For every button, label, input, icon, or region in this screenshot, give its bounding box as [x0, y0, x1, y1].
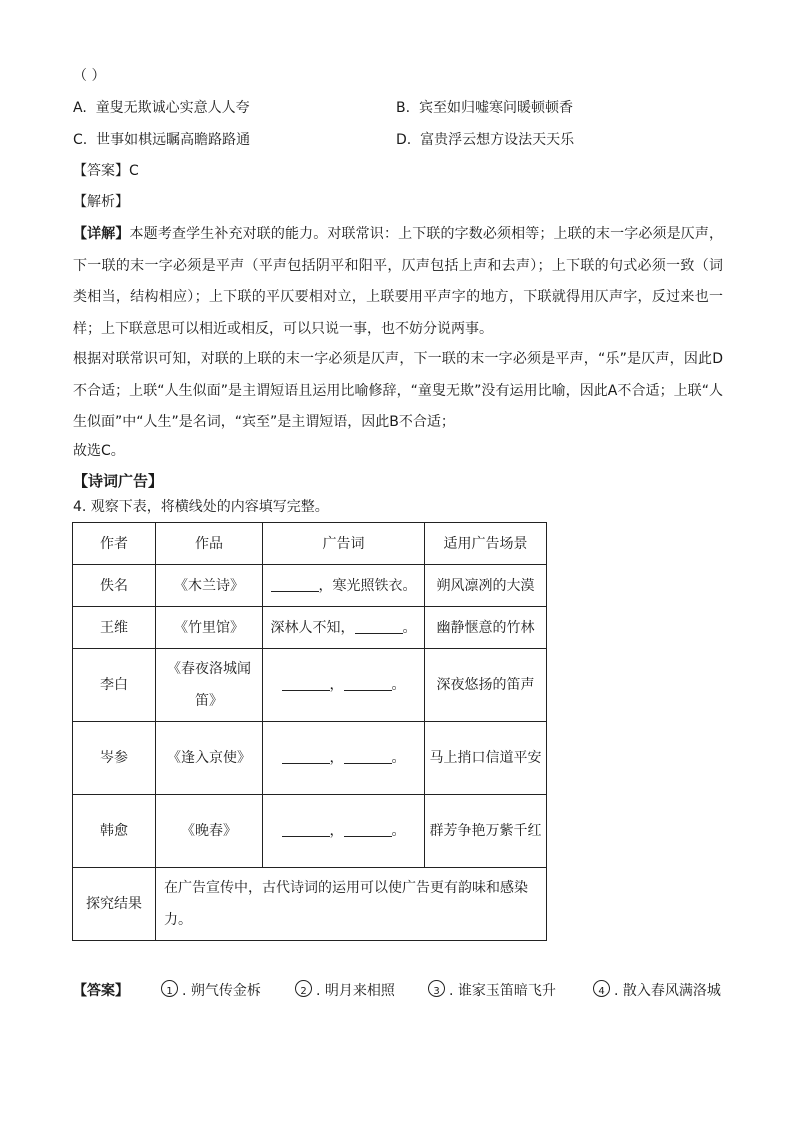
question-4: 4. 观察下表，将横线处的内容填写完整。 — [73, 499, 329, 515]
fill-blank[interactable] — [344, 822, 392, 837]
cell-work: 《晚春》 — [156, 795, 263, 868]
cell-work: 《春夜洛城闻笛》 — [156, 649, 263, 722]
answer-item-1: 1 . 朔气传金柝 — [161, 980, 261, 1002]
table-row — [73, 649, 547, 722]
cell-author: 岑参 — [73, 722, 156, 795]
detail-text-1: 本题考查学生补充对联的能力。对联常识：上下联的字数必须相等；上联的末一字必须是仄声，下一联的末一字必须是平声（平声包括阴平和阳平，仄声包括上声和去声）；上下联的句式必须一致（词类相当，结构相应）；上下联的平仄要相对立，上联要用平声字的地方，下联就得用仄声字，反过来也一样；上下联意思可以相近或相反，可以只说一事，也不妨分说两事。 — [73, 226, 724, 337]
option-letter: D. — [396, 132, 412, 148]
option-letter: B. — [396, 100, 411, 116]
detail-paragraph-1 — [73, 219, 723, 345]
option-text: 富贵浮云想方设法天天乐 — [420, 132, 575, 148]
table-row — [73, 607, 547, 649]
option-letter: C. — [73, 132, 88, 148]
table-header-row — [73, 523, 547, 565]
section-title: 【诗词广告】 — [73, 472, 164, 490]
answer-item-3: 3 . 谁家玉笛暗飞升 — [428, 980, 556, 1002]
cell-work: 《木兰诗》 — [156, 565, 263, 607]
fill-blank[interactable] — [282, 822, 330, 837]
answer-value: C — [129, 163, 139, 179]
circled-number: 1 — [161, 980, 178, 997]
option-c[interactable] — [73, 130, 250, 150]
fill-blank[interactable] — [282, 676, 330, 691]
cell-scene: 朔风凛冽的大漠 — [425, 565, 547, 607]
header-scene: 适用广告场景 — [425, 523, 547, 565]
cell-work: 《竹里馆》 — [156, 607, 263, 649]
cell-ad: 深林人不知， 。 — [263, 607, 425, 649]
fill-blank[interactable] — [282, 749, 330, 764]
detail-conclusion: 故选C。 — [73, 443, 125, 459]
circled-number: 4 — [593, 980, 610, 997]
fill-blank[interactable] — [344, 676, 392, 691]
cell-scene: 群芳争艳万紫千红 — [425, 795, 547, 868]
option-letter: A. — [73, 100, 87, 116]
circled-number: 3 — [428, 980, 445, 997]
cell-author: 王维 — [73, 607, 156, 649]
cell-scene: 幽静惬意的竹林 — [425, 607, 547, 649]
fill-blank[interactable] — [271, 577, 319, 592]
table-row — [73, 722, 547, 795]
cell-author: 韩愈 — [73, 795, 156, 868]
option-text: 世事如棋远瞩高瞻路路通 — [96, 132, 251, 148]
fill-blank[interactable] — [344, 749, 392, 764]
cell-ad: ， 。 — [263, 795, 425, 868]
header-ad: 广告词 — [263, 523, 425, 565]
poem-table — [72, 522, 547, 941]
option-text: 宾至如归嘘寒问暖顿顿香 — [418, 100, 573, 116]
table-row — [73, 795, 547, 868]
circled-number: 2 — [295, 980, 312, 997]
cell-scene: 深夜悠扬的笛声 — [425, 649, 547, 722]
question-parentheses: （ ） — [73, 68, 106, 84]
answer-line — [73, 161, 139, 181]
answer-item-2: 2 . 明月来相照 — [295, 980, 395, 1002]
cell-ad: ， 。 — [263, 649, 425, 722]
result-label: 探究结果 — [73, 868, 156, 941]
option-b[interactable] — [396, 98, 573, 118]
analysis-label: 【解析】 — [73, 194, 129, 210]
detail-paragraph-2: 根据对联常识可知，对联的上联的末一字必须是仄声，下一联的末一字必须是平声，“乐”是仄声，因此D不合适；上联“人生似面”是主谓短语且运用比喻修辞，“童叟无欺”没有运用比喻，因此A不合适；上联“人生似面”中“人生”是名词，“宾至”是主谓短语，因此B不合适； — [73, 351, 723, 430]
answer-4-label: 【答案】 — [73, 983, 129, 999]
detail-label: 【详解】 — [73, 226, 130, 242]
header-work: 作品 — [156, 523, 263, 565]
cell-ad: ， 。 — [263, 722, 425, 795]
table-result-row — [73, 868, 547, 941]
option-a[interactable] — [73, 98, 250, 118]
answer-4-row — [73, 980, 733, 1002]
cell-scene: 马上捎口信道平安 — [425, 722, 547, 795]
fill-blank[interactable] — [355, 619, 403, 634]
option-d[interactable] — [396, 130, 574, 150]
answer-label: 【答案】 — [73, 163, 129, 179]
cell-work: 《逢入京使》 — [156, 722, 263, 795]
answer-item-4: 4 . 散入春风满洛城 — [593, 980, 721, 1002]
option-text: 童叟无欺诚心实意人人夸 — [95, 100, 250, 116]
table-row — [73, 565, 547, 607]
result-text: 在广告宣传中，古代诗词的运用可以使广告更有韵味和感染力。 — [156, 868, 547, 941]
header-author: 作者 — [73, 523, 156, 565]
cell-author: 佚名 — [73, 565, 156, 607]
cell-author: 李白 — [73, 649, 156, 722]
cell-ad: ，寒光照铁衣。 — [263, 565, 425, 607]
